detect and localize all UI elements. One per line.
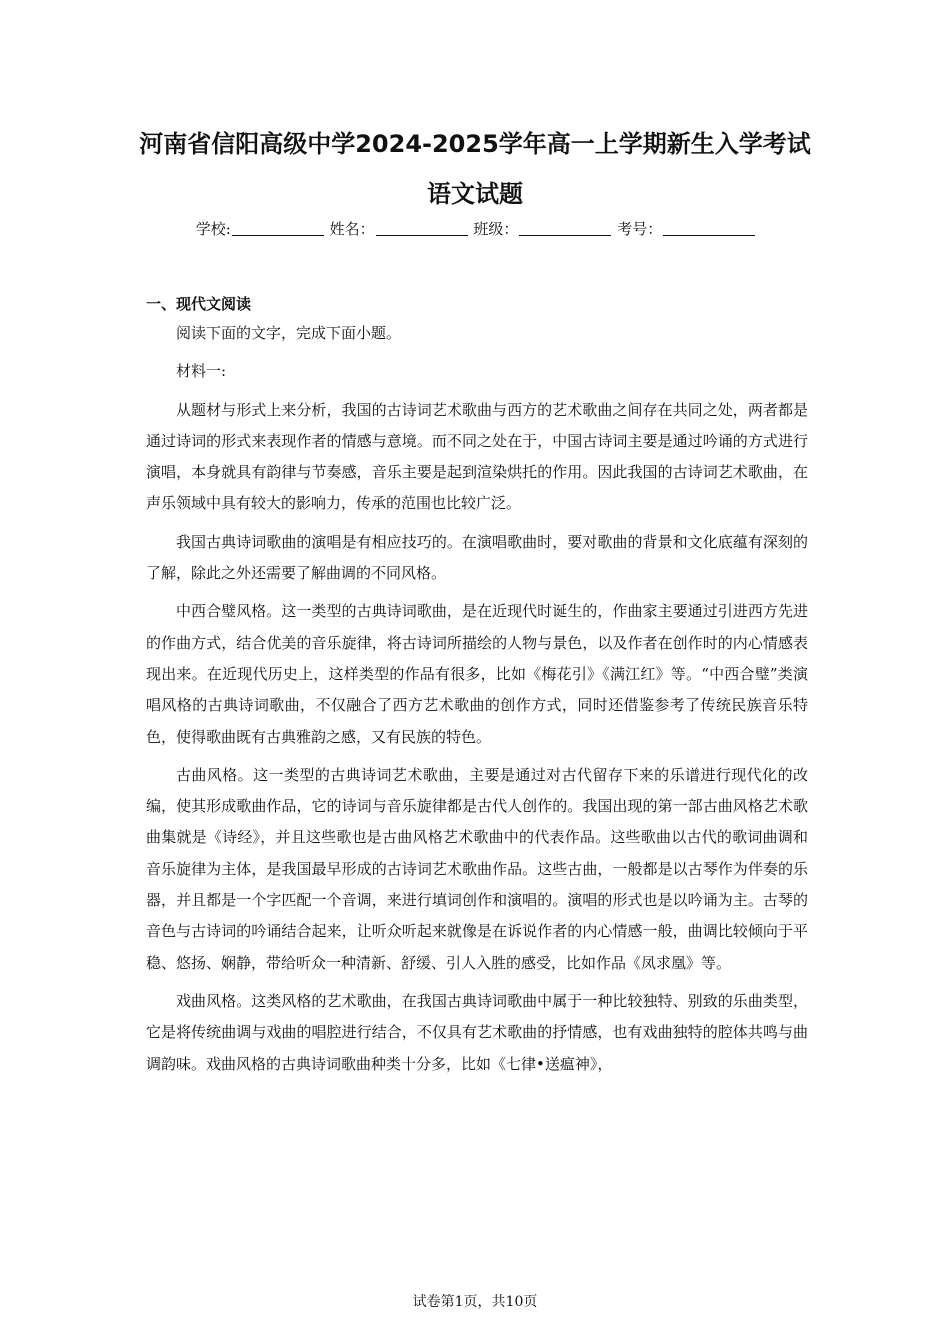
name-label: 姓名：	[329, 220, 375, 238]
paragraph: 古曲风格。这一类型的古典诗词艺术歌曲，主要是通过对古代留存下来的乐谱进行现代化的改编，使其形成歌曲作品，它的诗词与音乐旋律都是古代人创作的。我国出现的第一部古曲风格艺术歌曲集就是《诗经》，并且这些歌也是古曲风格艺术歌曲中的代表作品。这些歌曲以古代的歌词曲调和音乐旋律为主体，是我国最早形成的古诗词艺术歌曲作品。这些古曲，一般都是以古琴作为伴奏的乐器，并且都是一个字匹配一个音调，来进行填词创作和演唱的。演唱的形式也是以吟诵为主。古琴的音色与古诗词的吟诵结合起来，让听众听起来就像是在诉说作者的内心情感一般，曲调比较倾向于平稳、悠扬、娴静，带给听众一种清新、舒缓、引人入胜的感受，比如作品《凤求凰》等。	[146, 765, 808, 972]
exam-number-blank	[663, 221, 755, 236]
class-label: 班级：	[473, 220, 519, 238]
section-heading: 一、现代文阅读	[146, 295, 252, 313]
class-blank	[519, 221, 611, 236]
reading-body	[146, 318, 808, 1080]
name-blank	[376, 221, 468, 236]
paragraph: 我国古典诗词歌曲的演唱是有相应技巧的。在演唱歌曲时，要对歌曲的背景和文化底蕴有深刻的了解，除此之外还需要了解曲调的不同风格。	[146, 532, 808, 583]
instruction-text: 阅读下面的文字，完成下面小题。	[176, 324, 402, 342]
exam-number-label: 考号：	[617, 220, 663, 238]
exam-title-line1: 河南省信阳高级中学2024-2025学年高一上学期新生入学考试	[139, 130, 811, 158]
paragraph: 从题材与形式上来分析，我国的古诗词艺术歌曲与西方的艺术歌曲之间存在共同之处，两者都是通过诗词的形式来表现作者的情感与意境。而不同之处在于，中国古诗词主要是通过吟诵的方式进行演唱，本身就具有韵律与节奏感，音乐主要是起到渲染烘托的作用。因此我国的古诗词艺术歌曲，在声乐领域中具有较大的影响力，传承的范围也比较广泛。	[146, 400, 808, 513]
paragraph: 中西合璧风格。这一类型的古典诗词歌曲，是在近现代时诞生的，作曲家主要通过引进西方先进的作曲方式，结合优美的音乐旋律，将古诗词所描绘的人物与景色，以及作者在创作时的内心情感表现出来。在近现代历史上，这样类型的作品有很多，比如《梅花引》《满江红》等。“中西合璧”类演唱风格的古典诗词歌曲，不仅融合了西方艺术歌曲的创作方式，同时还借鉴参考了传统民族音乐特色，使得歌曲既有古典雅韵之感，又有民族的特色。	[146, 602, 808, 746]
student-info-row	[60, 218, 890, 239]
school-label: 学校:	[195, 220, 231, 238]
page-number: 试卷第1页，共10页	[412, 1294, 538, 1310]
school-blank	[232, 221, 324, 236]
paragraph: 戏曲风格。这类风格的艺术歌曲，在我国古典诗词歌曲中属于一种比较独特、别致的乐曲类型，它是将传统曲调与戏曲的唱腔进行结合，不仅具有艺术歌曲的抒情感，也有戏曲独特的腔体共鸣与曲调韵味。戏曲风格的古典诗词歌曲种类十分多，比如《七律•送瘟神》，	[146, 991, 808, 1073]
exam-title-line2: 语文试题	[427, 180, 523, 208]
material-label: 材料一:	[176, 362, 227, 381]
